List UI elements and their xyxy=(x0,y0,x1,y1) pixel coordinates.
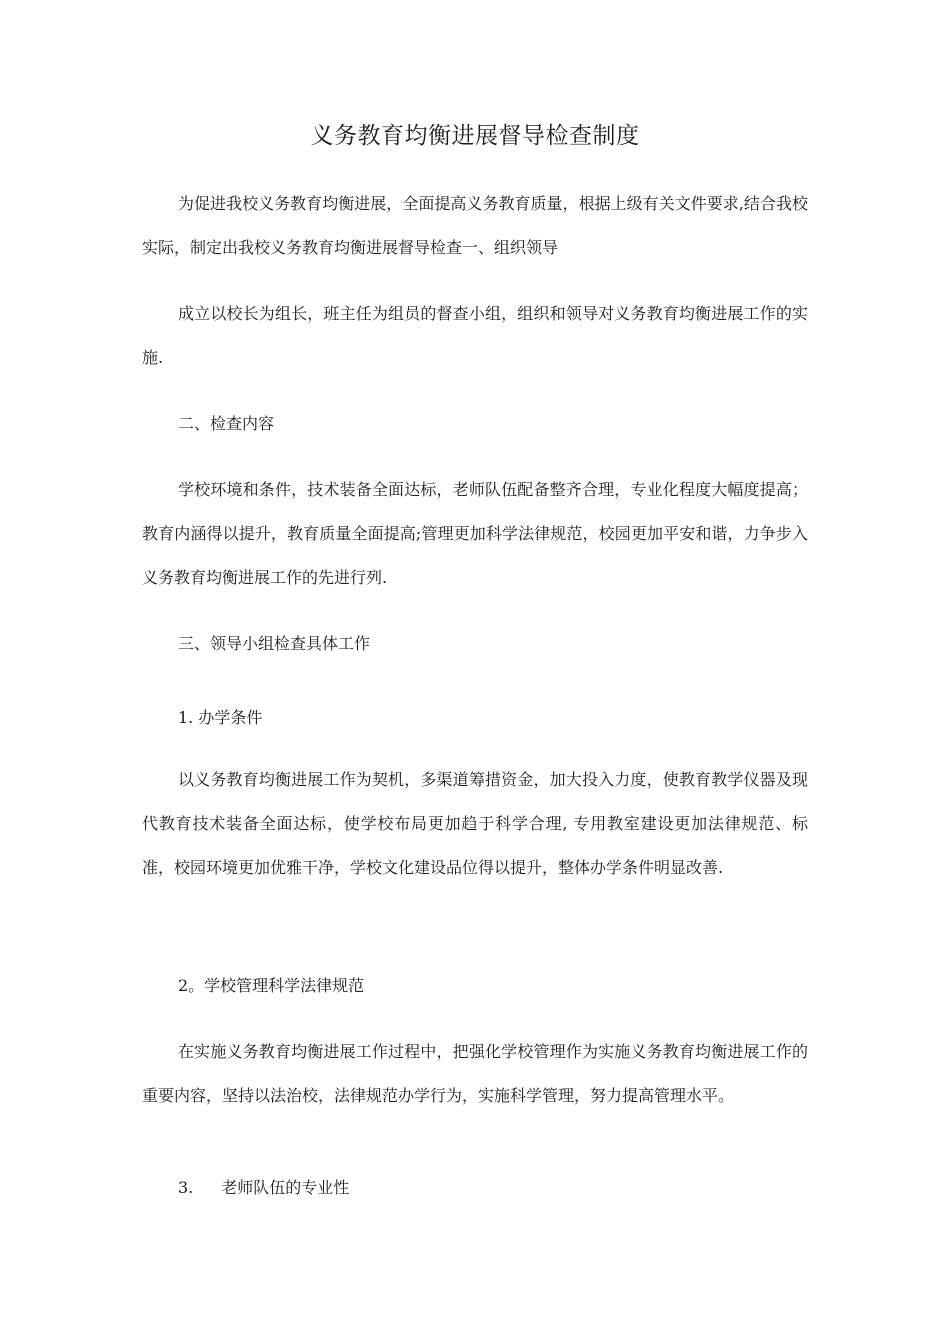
item2-paragraph: 在实施义务教育均衡进展工作过程中，把强化学校管理作为实施义务教育均衡进展工作的重要内容，坚持以法治校，法律规范办学行为，实施科学管理，努力提高管理水平。 xyxy=(142,1042,808,1105)
item1-paragraph: 以义务教育均衡进展工作为契机，多渠道筹措资金，加大投入力度，使教育教学仪器及现代教育技术装备全面达标，使学校布局更加趋于科学合理, 专用教室建设更加法律规范、标准，校园环境更加优雅干净，学校文化建设品位得以提升，整体办学条件明显改善. xyxy=(142,770,808,877)
document-title: 义务教育均衡进展督导检查制度 xyxy=(310,123,640,149)
item3-label: 老师队伍的专业性 xyxy=(221,1178,350,1197)
section1-paragraph: 成立以校长为组长，班主任为组员的督查小组，组织和领导对义务教育均衡进展工作的实施. xyxy=(142,304,808,367)
item2-heading: 2。学校管理科学法律规范 xyxy=(178,976,365,995)
section2-heading: 二、检查内容 xyxy=(178,414,275,433)
section3-heading: 三、领导小组检查具体工作 xyxy=(178,634,371,653)
intro-paragraph: 为促进我校义务教育均衡进展，全面提高义务教育质量，根据上级有关文件要求,结合我校实际，制定出我校义务教育均衡进展督导检查一、组织领导 xyxy=(142,194,808,257)
section2-paragraph: 学校环境和条件，技术装备全面达标，老师队伍配备整齐合理，专业化程度大幅度提高；教育内涵得以提升，教育质量全面提高;管理更加科学法律规范，校园更加平安和谐，力争步入义务教育均衡进展工作的先进行列. xyxy=(142,480,808,587)
item3-number: 3. xyxy=(178,1178,194,1197)
item1-heading: 1. 办学条件 xyxy=(178,708,263,727)
item3-heading xyxy=(178,1166,349,1210)
